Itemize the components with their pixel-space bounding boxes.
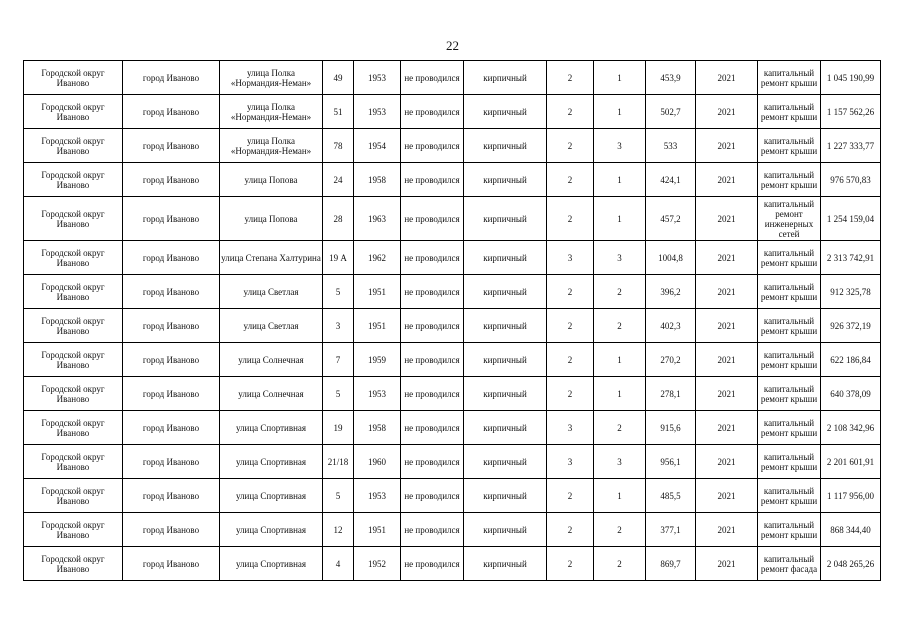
district-cell: Городской округ Иваново [24,377,123,411]
floors-cell: 2 [547,309,594,343]
year-built-cell: 1951 [354,309,401,343]
page-number: 22 [446,38,459,53]
house-number-cell: 49 [323,61,354,95]
area-cell: 1004,8 [646,241,696,275]
city-cell: город Иваново [123,129,220,163]
street-cell: улица Полка «Нормандия-Неман» [220,129,323,163]
entrances-cell: 1 [594,163,646,197]
year-built-cell: 1951 [354,513,401,547]
table-body [24,61,881,581]
year-built-cell: 1953 [354,61,401,95]
district-cell: Городской округ Иваново [24,411,123,445]
wall-material-cell: кирпичный [464,377,547,411]
cost-cell: 640 378,09 [821,377,881,411]
wall-material-cell: кирпичный [464,513,547,547]
plan-year-cell: 2021 [696,343,758,377]
entrances-cell: 2 [594,513,646,547]
work-type-cell: капитальный ремонт крыши [758,275,821,309]
street-cell: улица Степана Халтурина [220,241,323,275]
entrances-cell: 1 [594,95,646,129]
district-cell: Городской округ Иваново [24,197,123,241]
year-built-cell: 1960 [354,445,401,479]
floors-cell: 2 [547,129,594,163]
floors-cell: 2 [547,61,594,95]
table-row [24,275,881,309]
street-cell: улица Попова [220,163,323,197]
work-type-cell: капитальный ремонт крыши [758,61,821,95]
area-cell: 377,1 [646,513,696,547]
house-number-cell: 78 [323,129,354,163]
plan-year-cell: 2021 [696,275,758,309]
district-cell: Городской округ Иваново [24,95,123,129]
district-cell: Городской округ Иваново [24,445,123,479]
work-type-cell: капитальный ремонт крыши [758,95,821,129]
house-number-cell: 51 [323,95,354,129]
street-cell: улица Спортивная [220,547,323,581]
last-repair-cell: не проводился [401,479,464,513]
plan-year-cell: 2021 [696,377,758,411]
work-type-cell: капитальный ремонт крыши [758,241,821,275]
district-cell: Городской округ Иваново [24,513,123,547]
table-row [24,163,881,197]
wall-material-cell: кирпичный [464,479,547,513]
work-type-cell: капитальный ремонт крыши [758,411,821,445]
area-cell: 915,6 [646,411,696,445]
entrances-cell: 3 [594,129,646,163]
plan-year-cell: 2021 [696,445,758,479]
plan-year-cell: 2021 [696,61,758,95]
work-type-cell: капитальный ремонт крыши [758,163,821,197]
floors-cell: 2 [547,95,594,129]
year-built-cell: 1951 [354,275,401,309]
last-repair-cell: не проводился [401,547,464,581]
entrances-cell: 1 [594,479,646,513]
cost-cell: 926 372,19 [821,309,881,343]
table-row [24,547,881,581]
city-cell: город Иваново [123,95,220,129]
house-number-cell: 19 [323,411,354,445]
cost-cell: 1 227 333,77 [821,129,881,163]
entrances-cell: 2 [594,309,646,343]
house-number-cell: 28 [323,197,354,241]
floors-cell: 3 [547,445,594,479]
last-repair-cell: не проводился [401,343,464,377]
district-cell: Городской округ Иваново [24,479,123,513]
entrances-cell: 1 [594,343,646,377]
entrances-cell: 3 [594,241,646,275]
floors-cell: 2 [547,479,594,513]
last-repair-cell: не проводился [401,377,464,411]
city-cell: город Иваново [123,547,220,581]
street-cell: улица Спортивная [220,411,323,445]
year-built-cell: 1952 [354,547,401,581]
street-cell: улица Полка «Нормандия-Неман» [220,95,323,129]
wall-material-cell: кирпичный [464,343,547,377]
floors-cell: 3 [547,411,594,445]
house-number-cell: 5 [323,479,354,513]
city-cell: город Иваново [123,61,220,95]
year-built-cell: 1962 [354,241,401,275]
house-number-cell: 19 А [323,241,354,275]
cost-cell: 1 157 562,26 [821,95,881,129]
city-cell: город Иваново [123,411,220,445]
last-repair-cell: не проводился [401,513,464,547]
district-cell: Городской округ Иваново [24,61,123,95]
work-type-cell: капитальный ремонт крыши [758,129,821,163]
housing-repair-table [23,60,881,581]
entrances-cell: 1 [594,197,646,241]
entrances-cell: 1 [594,377,646,411]
floors-cell: 2 [547,197,594,241]
year-built-cell: 1953 [354,479,401,513]
cost-cell: 1 045 190,99 [821,61,881,95]
plan-year-cell: 2021 [696,411,758,445]
street-cell: улица Солнечная [220,343,323,377]
district-cell: Городской округ Иваново [24,241,123,275]
street-cell: улица Светлая [220,275,323,309]
last-repair-cell: не проводился [401,445,464,479]
street-cell: улица Спортивная [220,513,323,547]
city-cell: город Иваново [123,275,220,309]
year-built-cell: 1953 [354,95,401,129]
area-cell: 502,7 [646,95,696,129]
table-row [24,61,881,95]
floors-cell: 2 [547,377,594,411]
city-cell: город Иваново [123,445,220,479]
plan-year-cell: 2021 [696,129,758,163]
year-built-cell: 1958 [354,163,401,197]
table-row [24,95,881,129]
city-cell: город Иваново [123,377,220,411]
city-cell: город Иваново [123,343,220,377]
district-cell: Городской округ Иваново [24,343,123,377]
wall-material-cell: кирпичный [464,309,547,343]
entrances-cell: 2 [594,275,646,309]
city-cell: город Иваново [123,197,220,241]
floors-cell: 2 [547,163,594,197]
entrances-cell: 3 [594,445,646,479]
wall-material-cell: кирпичный [464,241,547,275]
table-row [24,241,881,275]
wall-material-cell: кирпичный [464,445,547,479]
city-cell: город Иваново [123,309,220,343]
area-cell: 533 [646,129,696,163]
floors-cell: 2 [547,275,594,309]
wall-material-cell: кирпичный [464,275,547,309]
wall-material-cell: кирпичный [464,197,547,241]
entrances-cell: 2 [594,547,646,581]
year-built-cell: 1954 [354,129,401,163]
last-repair-cell: не проводился [401,411,464,445]
table-row [24,343,881,377]
entrances-cell: 1 [594,61,646,95]
floors-cell: 3 [547,241,594,275]
area-cell: 457,2 [646,197,696,241]
city-cell: город Иваново [123,479,220,513]
district-cell: Городской округ Иваново [24,275,123,309]
last-repair-cell: не проводился [401,163,464,197]
wall-material-cell: кирпичный [464,61,547,95]
last-repair-cell: не проводился [401,61,464,95]
plan-year-cell: 2021 [696,163,758,197]
district-cell: Городской округ Иваново [24,129,123,163]
last-repair-cell: не проводился [401,129,464,163]
cost-cell: 912 325,78 [821,275,881,309]
house-number-cell: 4 [323,547,354,581]
wall-material-cell: кирпичный [464,547,547,581]
house-number-cell: 24 [323,163,354,197]
work-type-cell: капитальный ремонт инженерных сетей [758,197,821,241]
wall-material-cell: кирпичный [464,95,547,129]
plan-year-cell: 2021 [696,547,758,581]
work-type-cell: капитальный ремонт крыши [758,513,821,547]
plan-year-cell: 2021 [696,513,758,547]
house-number-cell: 12 [323,513,354,547]
table-row [24,129,881,163]
cost-cell: 2 108 342,96 [821,411,881,445]
plan-year-cell: 2021 [696,197,758,241]
cost-cell: 622 186,84 [821,343,881,377]
last-repair-cell: не проводился [401,95,464,129]
street-cell: улица Попова [220,197,323,241]
area-cell: 956,1 [646,445,696,479]
year-built-cell: 1953 [354,377,401,411]
wall-material-cell: кирпичный [464,129,547,163]
wall-material-cell: кирпичный [464,163,547,197]
floors-cell: 2 [547,513,594,547]
area-cell: 278,1 [646,377,696,411]
table-row [24,377,881,411]
table-row [24,445,881,479]
street-cell: улица Полка «Нормандия-Неман» [220,61,323,95]
table-row [24,411,881,445]
area-cell: 485,5 [646,479,696,513]
city-cell: город Иваново [123,513,220,547]
work-type-cell: капитальный ремонт крыши [758,309,821,343]
last-repair-cell: не проводился [401,275,464,309]
house-number-cell: 7 [323,343,354,377]
entrances-cell: 2 [594,411,646,445]
cost-cell: 1 117 956,00 [821,479,881,513]
table-row [24,513,881,547]
area-cell: 424,1 [646,163,696,197]
year-built-cell: 1959 [354,343,401,377]
year-built-cell: 1958 [354,411,401,445]
plan-year-cell: 2021 [696,95,758,129]
year-built-cell: 1963 [354,197,401,241]
table-row [24,309,881,343]
house-number-cell: 3 [323,309,354,343]
district-cell: Городской округ Иваново [24,547,123,581]
plan-year-cell: 2021 [696,309,758,343]
house-number-cell: 5 [323,377,354,411]
plan-year-cell: 2021 [696,241,758,275]
cost-cell: 868 344,40 [821,513,881,547]
work-type-cell: капитальный ремонт фасада [758,547,821,581]
floors-cell: 2 [547,547,594,581]
work-type-cell: капитальный ремонт крыши [758,343,821,377]
table-row [24,479,881,513]
street-cell: улица Солнечная [220,377,323,411]
house-number-cell: 21/18 [323,445,354,479]
cost-cell: 2 048 265,26 [821,547,881,581]
area-cell: 869,7 [646,547,696,581]
last-repair-cell: не проводился [401,197,464,241]
floors-cell: 2 [547,343,594,377]
street-cell: улица Светлая [220,309,323,343]
table-row [24,197,881,241]
area-cell: 453,9 [646,61,696,95]
city-cell: город Иваново [123,163,220,197]
district-cell: Городской округ Иваново [24,309,123,343]
cost-cell: 2 201 601,91 [821,445,881,479]
city-cell: город Иваново [123,241,220,275]
cost-cell: 1 254 159,04 [821,197,881,241]
cost-cell: 2 313 742,91 [821,241,881,275]
work-type-cell: капитальный ремонт крыши [758,445,821,479]
house-number-cell: 5 [323,275,354,309]
area-cell: 402,3 [646,309,696,343]
work-type-cell: капитальный ремонт крыши [758,479,821,513]
area-cell: 396,2 [646,275,696,309]
last-repair-cell: не проводился [401,241,464,275]
cost-cell: 976 570,83 [821,163,881,197]
district-cell: Городской округ Иваново [24,163,123,197]
street-cell: улица Спортивная [220,479,323,513]
last-repair-cell: не проводился [401,309,464,343]
street-cell: улица Спортивная [220,445,323,479]
plan-year-cell: 2021 [696,479,758,513]
work-type-cell: капитальный ремонт крыши [758,377,821,411]
wall-material-cell: кирпичный [464,411,547,445]
area-cell: 270,2 [646,343,696,377]
